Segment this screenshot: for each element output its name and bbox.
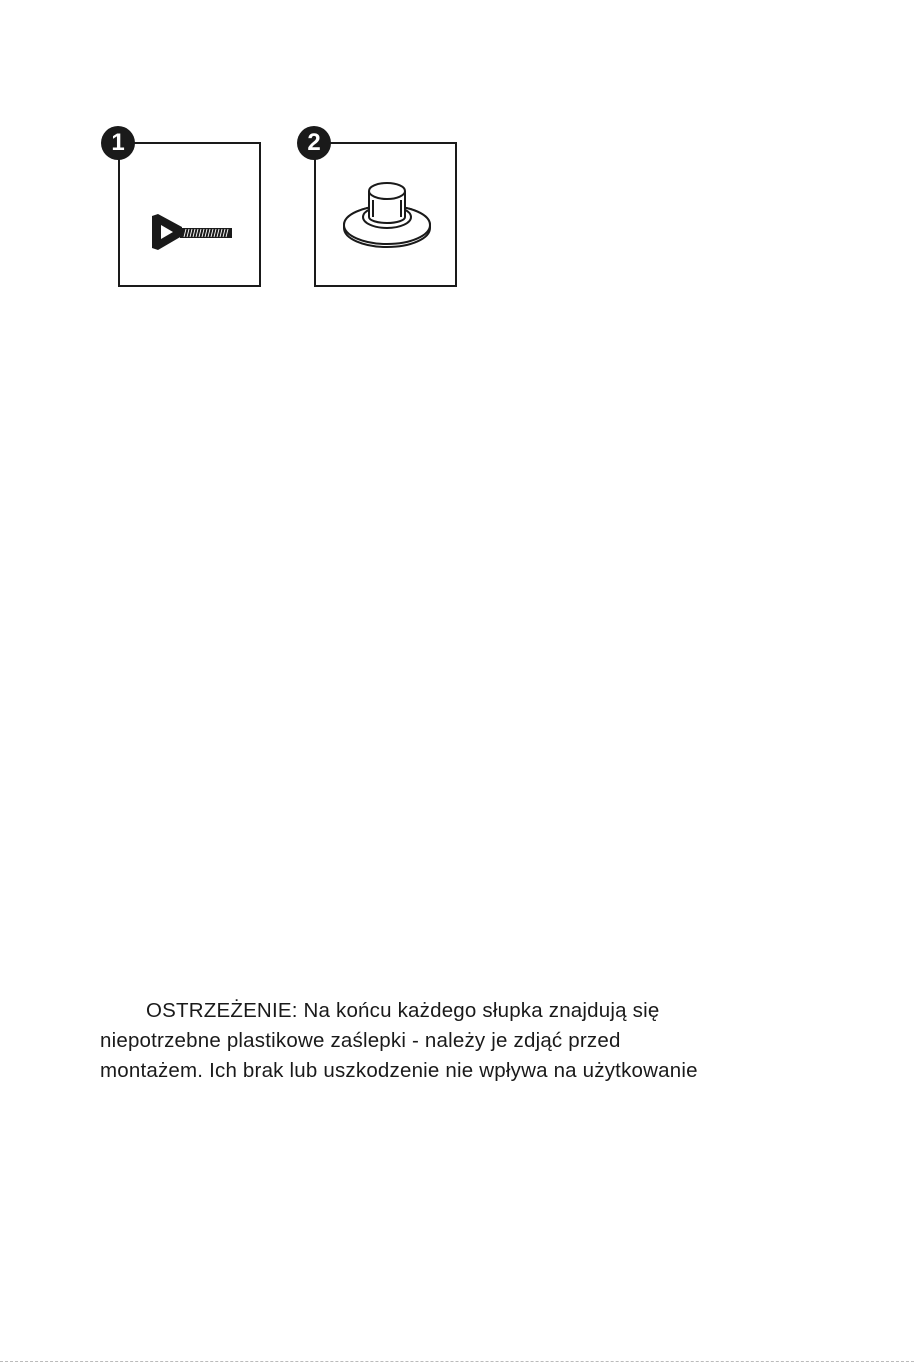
eye-bolt-screw-icon: [148, 210, 234, 252]
plastic-end-cap-icon: [340, 178, 434, 254]
warning-line-1: OSTRZEŻENIE: Na końcu każdego słupka znajdują się: [146, 999, 660, 1022]
part-1-number-badge: 1: [101, 126, 135, 160]
part-2-number-badge: 2: [297, 126, 331, 160]
warning-line-2: niepotrzebne plastikowe zaślepki - należy je zdjąć przed: [100, 1029, 621, 1052]
warning-paragraph: [100, 996, 800, 1086]
warning-line-3: montażem. Ich brak lub uszkodzenie nie wpływa na użytkowanie: [100, 1059, 698, 1082]
